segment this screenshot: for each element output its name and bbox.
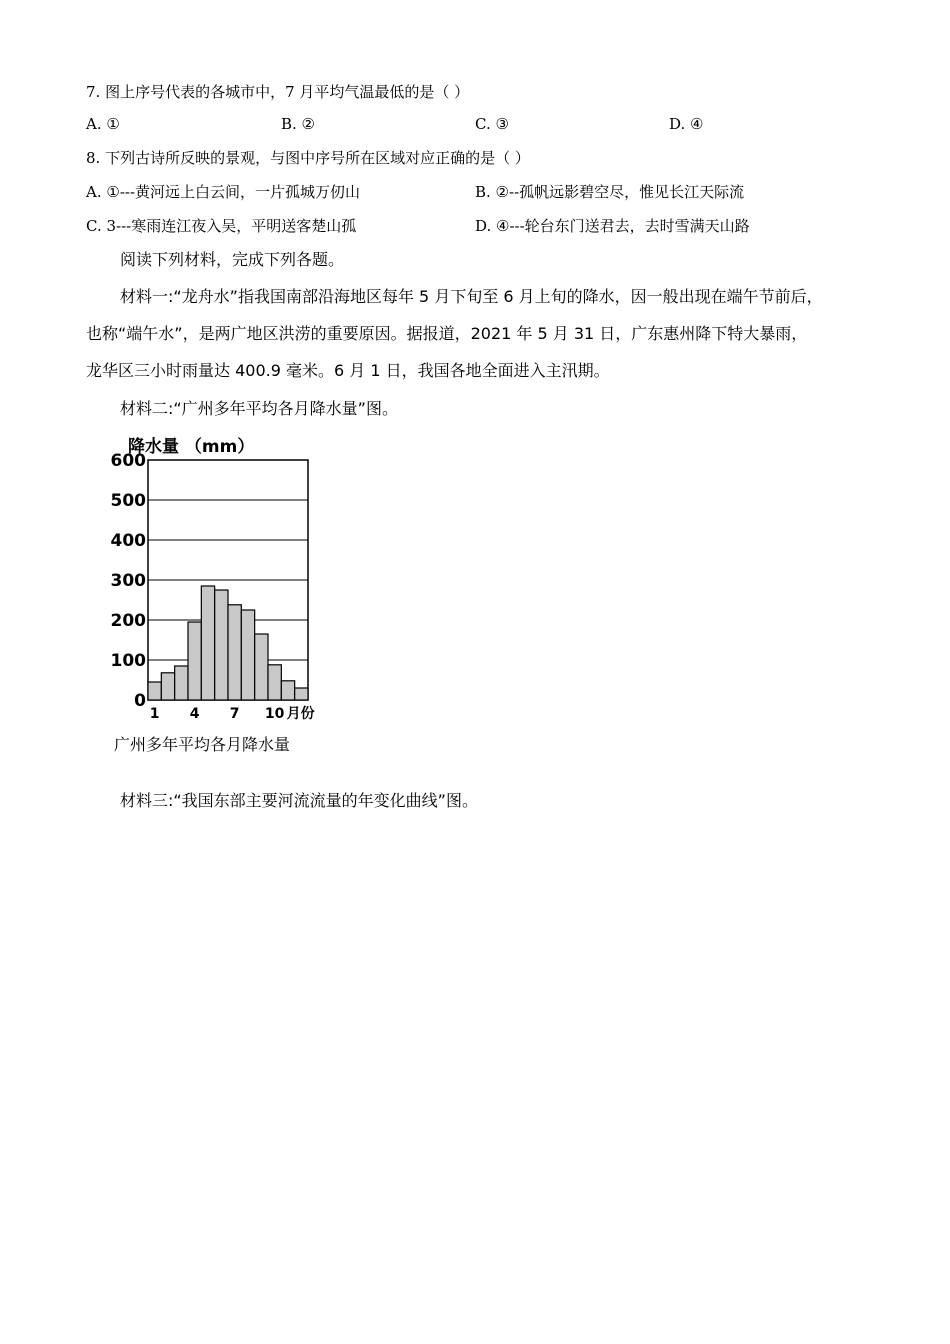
question-8-option-c: C. 3---寒雨连江夜入吴，平明送客楚山孤	[86, 217, 357, 235]
bar-month-12	[295, 688, 308, 700]
bar-month-6	[215, 590, 228, 700]
material-2-heading: 材料二:“广州多年平均各月降水量”图。	[120, 399, 398, 418]
x-tick-label: 4	[189, 706, 200, 722]
y-tick-label: 300	[110, 571, 146, 591]
y-tick-label: 400	[110, 531, 146, 551]
x-axis-unit: 月份	[286, 706, 315, 722]
question-7-option-a: A. ①	[86, 115, 120, 133]
bar-month-1	[148, 682, 161, 700]
y-tick-label: 600	[110, 451, 146, 471]
material-1-line-1: 材料一:“龙舟水”指我国南部沿海地区每年 5 月下旬至 6 月上旬的降水，因一般出现在端午节前后，	[120, 287, 823, 306]
reading-intro: 阅读下列材料，完成下列各题。	[120, 250, 345, 269]
bar-month-2	[161, 673, 174, 700]
question-8-option-a: A. ①---黄河远上白云间，一片孤城万仞山	[86, 183, 361, 201]
y-tick-label: 100	[110, 651, 146, 671]
material-1-line-3: 龙华区三小时雨量达 400.9 毫米。6 月 1 日，我国各地全面进入主汛期。	[86, 361, 610, 380]
x-tick-label: 10	[264, 706, 285, 722]
question-8-option-d: D. ④---轮台东门送君去，去时雪满天山路	[475, 217, 750, 235]
chart-bars	[148, 586, 308, 700]
x-tick-label: 1	[149, 706, 160, 722]
material-1-line-2: 也称“端午水”，是两广地区洪涝的重要原因。据报道，2021 年 5 月 31 日，广东惠州降下特大暴雨，	[86, 324, 808, 343]
bar-month-3	[175, 666, 188, 700]
x-tick-label: 7	[229, 706, 240, 722]
bar-month-4	[188, 622, 201, 700]
bar-month-5	[201, 586, 214, 700]
bar-month-7	[228, 605, 241, 700]
y-tick-label: 0	[134, 691, 146, 711]
chart-title: 降水量 （mm）	[128, 437, 255, 457]
bar-month-8	[241, 610, 254, 700]
material-3-heading: 材料三:“我国东部主要河流流量的年变化曲线”图。	[120, 791, 478, 810]
x-axis-ticks	[150, 705, 315, 722]
question-8-option-b: B. ②--孤帆远影碧空尽，惟见长江天际流	[475, 183, 745, 201]
bar-month-10	[268, 665, 281, 700]
question-7-option-b: B. ②	[281, 115, 316, 133]
bar-month-9	[255, 634, 268, 700]
y-tick-label: 500	[110, 491, 146, 511]
y-axis-ticks	[111, 451, 147, 711]
bar-month-11	[281, 681, 294, 700]
precipitation-chart	[100, 428, 340, 758]
y-tick-label: 200	[110, 611, 146, 631]
question-7-option-d: D. ④	[669, 115, 704, 133]
chart-caption: 广州多年平均各月降水量	[114, 735, 291, 754]
question-7-stem: 7. 图上序号代表的各城市中，7 月平均气温最低的是（ ）	[86, 83, 470, 101]
question-8-stem: 8. 下列古诗所反映的景观，与图中序号所在区域对应正确的是（ ）	[86, 149, 530, 167]
question-7-option-c: C. ③	[475, 115, 509, 133]
